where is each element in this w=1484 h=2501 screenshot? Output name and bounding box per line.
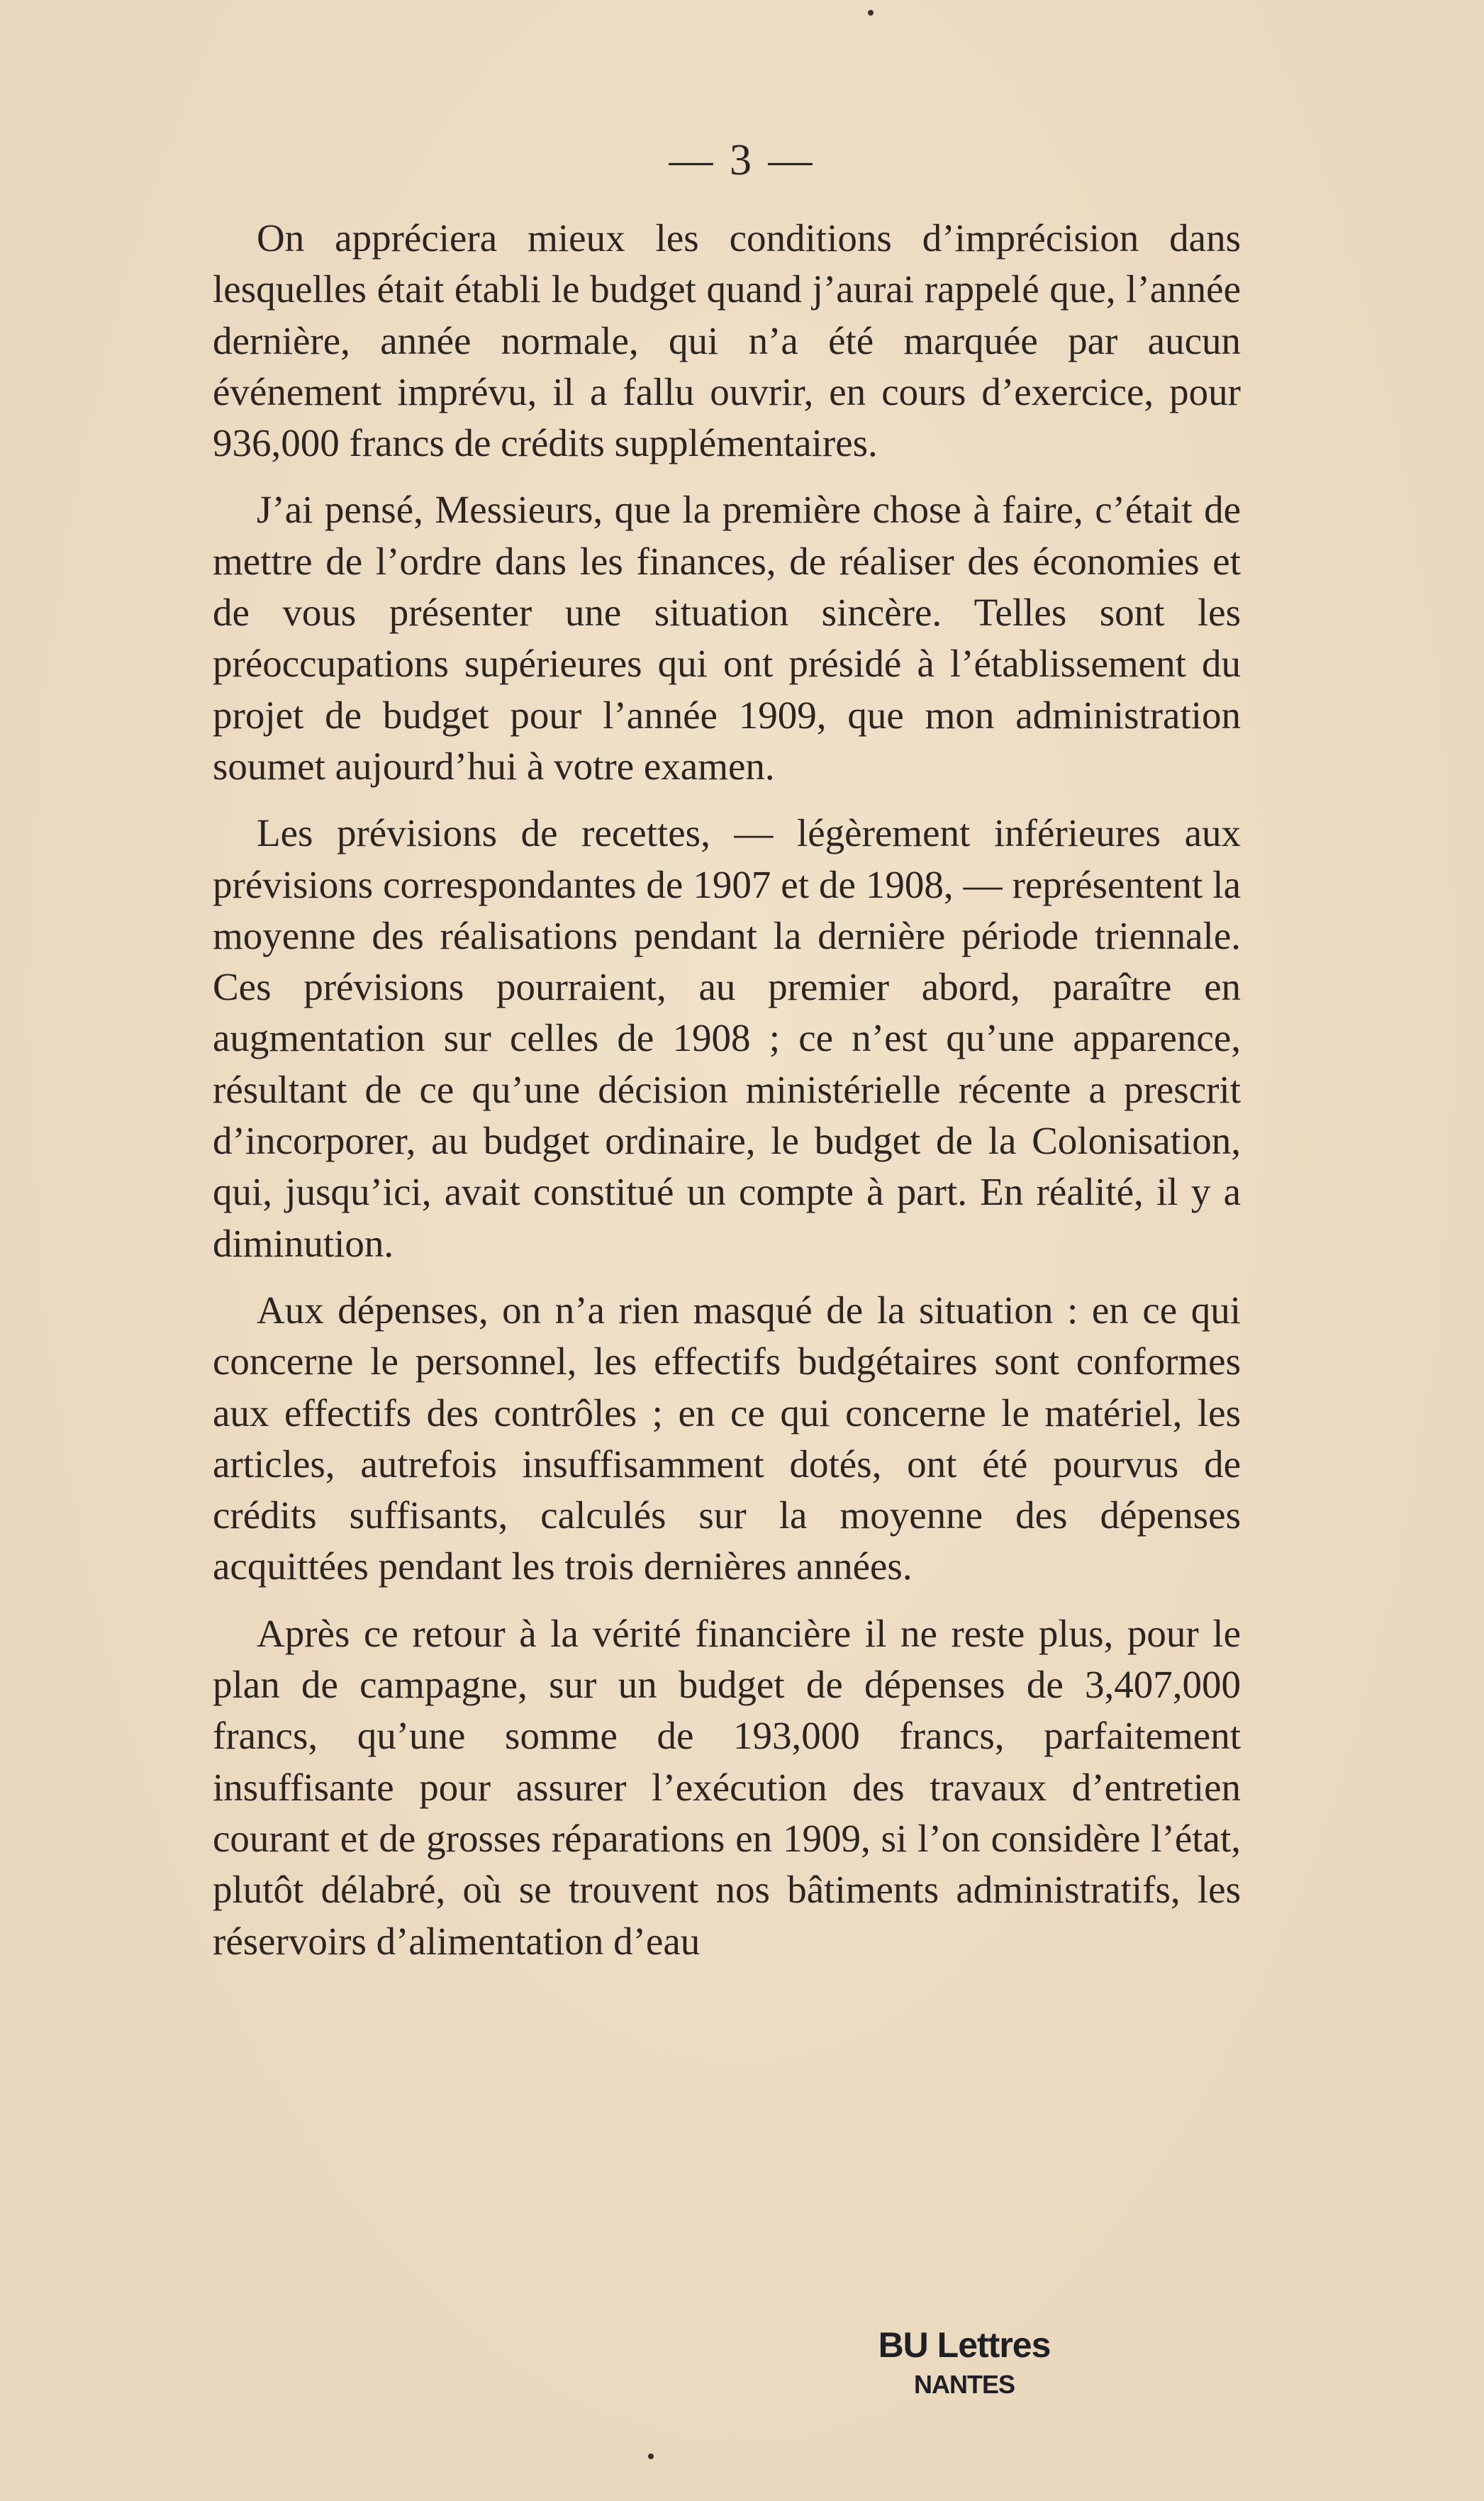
paper-speck bbox=[868, 10, 874, 16]
paragraph-2: J’ai pensé, Messieurs, que la première chose à faire, c’était de mettre de l’ordre dans les finances, de réaliser des économies et de vous présenter une situation sincère. Telles sont les préoccupations supérieures qui ont présidé à l’établissement du projet de budget pour l’année 1909, que mon administration soumet aujourd’hui à votre examen. bbox=[213, 488, 1241, 788]
library-stamp bbox=[847, 2326, 1081, 2400]
paragraph-3: Les prévisions de recettes, — légèrement inférieures aux prévisions correspondantes de 1907 et de 1908, — représentent la moyenne des réalisations pendant la dernière période triennale. Ces prévisions pourraient, au premier abord, paraître en augmentation sur celles de 1908 ; ce n’est qu’une apparence, résultant de ce qu’une décision ministérielle récente a prescrit d’incorporer, au budget ordinaire, le budget de la Colonisation, qui, jusqu’ici, avait constitué un compte à part. En réalité, il y a diminution. bbox=[213, 811, 1241, 1265]
page-number: — 3 — bbox=[669, 136, 815, 184]
stamp-line-2: NANTES bbox=[913, 2370, 1015, 2399]
body-text bbox=[213, 213, 1241, 1983]
paragraph-5: Après ce retour à la vérité financière il ne reste plus, pour le plan de campagne, sur un budget de dépenses de 3,407,000 francs, qu’une somme de 193,000 francs, parfaitement insuffisante pour assurer l’exécution des travaux d’entretien courant et de grosses réparations en 1909, si l’on considère l’état, plutôt délabré, où se trouvent nos bâtiments administratifs, les réservoirs d’alimentation d’eau bbox=[213, 1611, 1241, 1963]
paragraph-4: Aux dépenses, on n’a rien masqué de la situation : en ce qui concerne le personnel, les effectifs budgétaires sont conformes aux effectifs des contrôles ; en ce qui concerne le matériel, les articles, autrefois insuffisamment dotés, ont été pourvus de crédits suffisants, calculés sur la moyenne des dépenses acquittées pendant les trois dernières années. bbox=[213, 1288, 1241, 1588]
paper-speck bbox=[648, 2453, 654, 2459]
paragraph-1: On appréciera mieux les conditions d’imprécision dans lesquelles était établi le budget quand j’aurai rappelé que, l’année dernière, année normale, qui n’a été marquée par aucun événement imprévu, il a fallu ouvrir, en cours d’exercice, pour 936,000 francs de crédits supplémentaires. bbox=[213, 216, 1241, 465]
stamp-line-1: BU Lettres bbox=[878, 2325, 1051, 2365]
